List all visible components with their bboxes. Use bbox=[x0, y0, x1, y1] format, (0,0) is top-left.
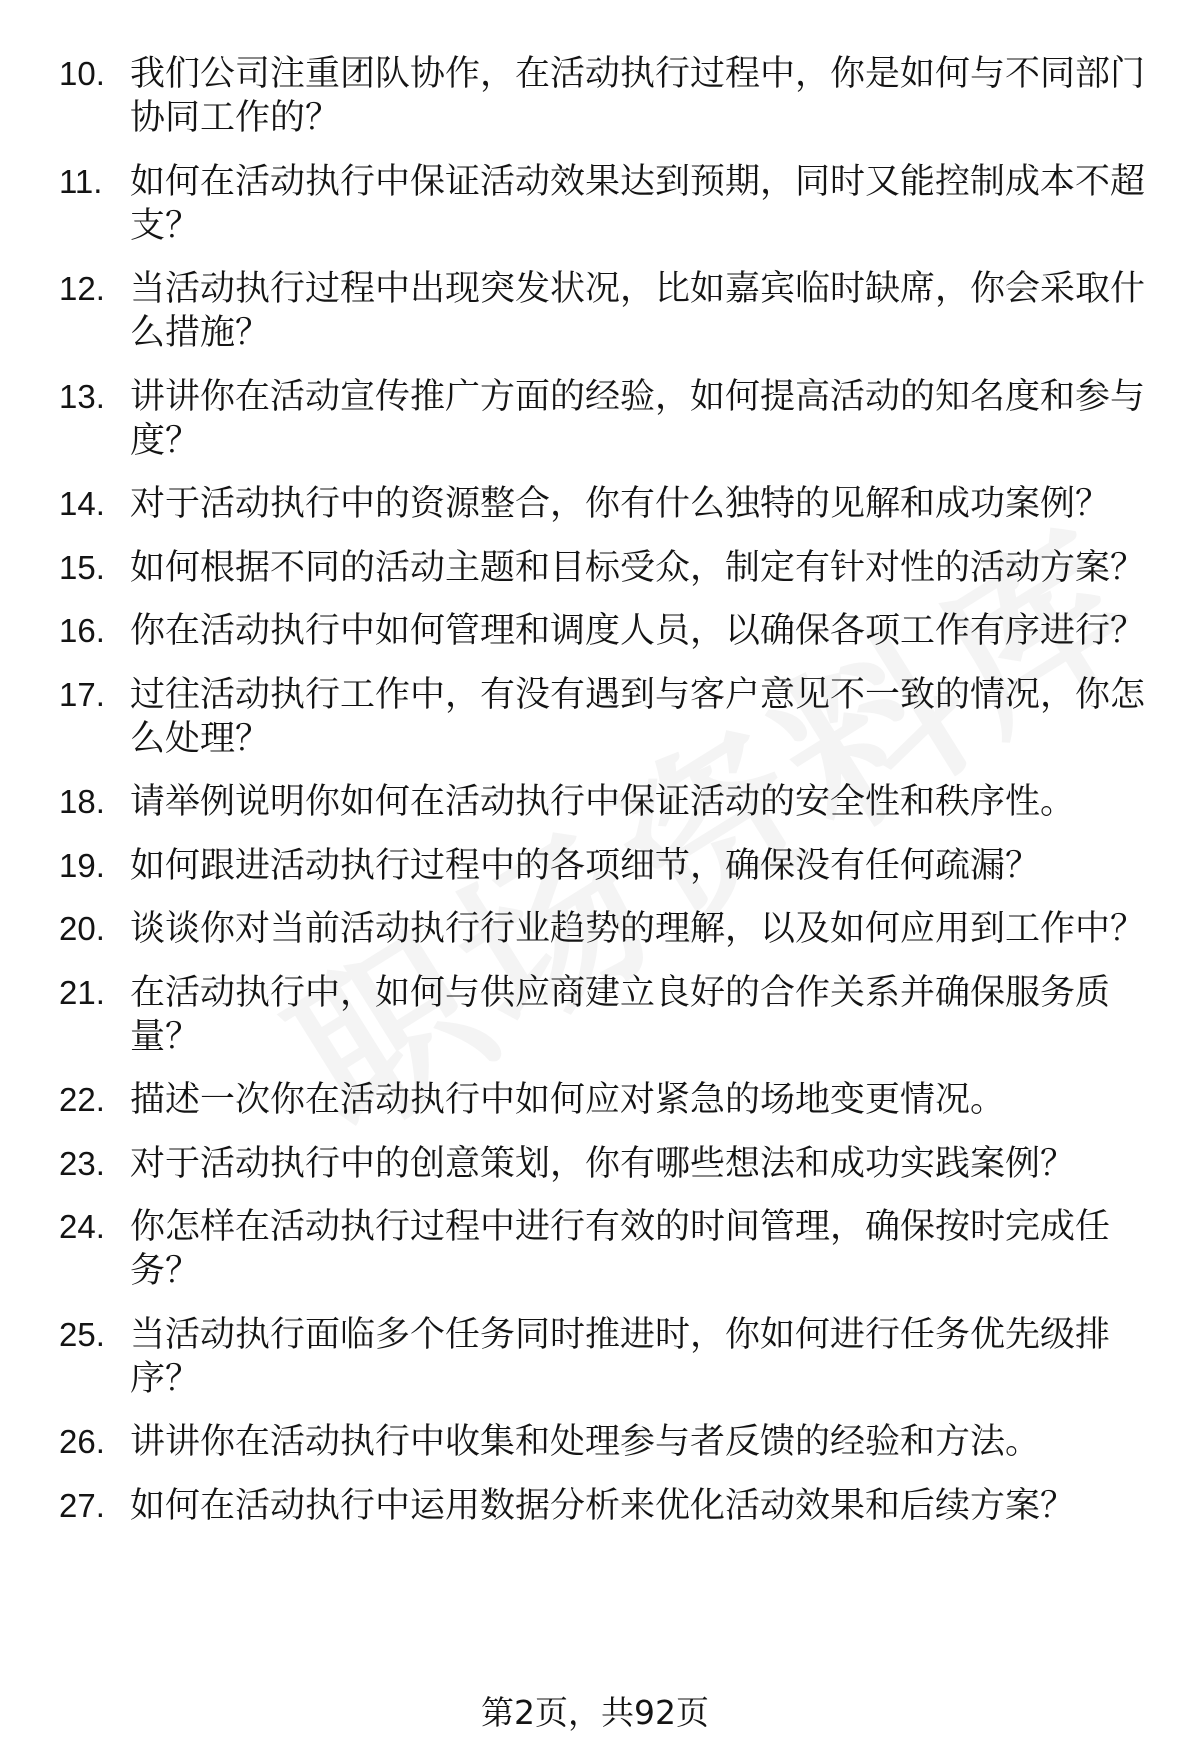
question-number: 13. bbox=[59, 377, 105, 415]
question-text: 谈谈你对当前活动执行行业趋势的理解，以及如何应用到工作中？ bbox=[130, 909, 1146, 949]
question-number: 16. bbox=[59, 612, 105, 649]
question-text: 对于活动执行中的创意策划，你有哪些想法和成功实践案例？ bbox=[130, 1143, 1076, 1184]
question-number: 15. bbox=[59, 548, 105, 586]
question-item bbox=[0, 375, 1190, 463]
question-number: 11. bbox=[59, 162, 103, 200]
question-number: 18. bbox=[59, 783, 105, 820]
question-item bbox=[0, 673, 1190, 761]
question-text: 我们公司注重团队协作，在活动执行过程中，你是如何与不同部门协同工作的？ bbox=[130, 54, 1146, 138]
question-text: 描述一次你在活动执行中如何应对紧急的场地变更情况。 bbox=[130, 1080, 1006, 1120]
question-item bbox=[0, 971, 1190, 1059]
question-text: 如何根据不同的活动主题和目标受众，制定有针对性的活动方案？ bbox=[130, 547, 1146, 588]
question-number: 26. bbox=[59, 1423, 105, 1460]
question-item bbox=[0, 1078, 1190, 1122]
question-text: 请举例说明你如何在活动执行中保证活动的安全性和秩序性。 bbox=[130, 782, 1076, 822]
question-number: 17. bbox=[59, 675, 105, 713]
question-item bbox=[0, 1205, 1190, 1293]
question-list bbox=[0, 52, 1190, 1547]
question-item bbox=[0, 1420, 1190, 1464]
question-text: 如何在活动执行中保证活动效果达到预期，同时又能控制成本不超支？ bbox=[130, 161, 1146, 246]
question-text: 如何跟进活动执行过程中的各项细节，确保没有任何疏漏？ bbox=[130, 845, 1041, 886]
question-text: 你怎样在活动执行过程中进行有效的时间管理，确保按时完成任务？ bbox=[130, 1207, 1111, 1291]
question-number: 20. bbox=[59, 910, 105, 947]
question-item bbox=[0, 267, 1190, 355]
question-number: 19. bbox=[59, 846, 105, 884]
question-text: 当活动执行过程中出现突发状况，比如嘉宾临时缺席，你会采取什么措施？ bbox=[130, 269, 1146, 353]
page-footer bbox=[0, 1693, 1190, 1733]
question-text: 如何在活动执行中运用数据分析来优化活动效果和后续方案？ bbox=[130, 1485, 1076, 1526]
question-item bbox=[0, 52, 1190, 140]
question-item bbox=[0, 609, 1190, 653]
question-number: 12. bbox=[59, 270, 105, 307]
question-item bbox=[0, 780, 1190, 824]
question-text: 你在活动执行中如何管理和调度人员，以确保各项工作有序进行？ bbox=[130, 611, 1146, 651]
question-number: 25. bbox=[59, 1315, 105, 1353]
question-text: 讲讲你在活动宣传推广方面的经验，如何提高活动的知名度和参与度？ bbox=[130, 376, 1146, 461]
question-item bbox=[0, 1142, 1190, 1186]
question-number: 22. bbox=[59, 1081, 105, 1118]
page-number-label: 第2页，共92页 bbox=[481, 1693, 709, 1732]
question-text: 讲讲你在活动执行中收集和处理参与者反馈的经验和方法。 bbox=[130, 1422, 1041, 1462]
question-number: 21. bbox=[59, 973, 105, 1011]
question-number: 14. bbox=[59, 485, 105, 522]
question-text: 对于活动执行中的资源整合，你有什么独特的见解和成功案例？ bbox=[130, 484, 1111, 524]
question-text: 在活动执行中，如何与供应商建立良好的合作关系并确保服务质量？ bbox=[130, 972, 1111, 1057]
question-item bbox=[0, 546, 1190, 590]
question-item bbox=[0, 1313, 1190, 1401]
question-number: 27. bbox=[59, 1486, 105, 1524]
question-item bbox=[0, 1484, 1190, 1528]
question-item bbox=[0, 907, 1190, 951]
question-item bbox=[0, 160, 1190, 248]
question-item bbox=[0, 482, 1190, 526]
question-item bbox=[0, 844, 1190, 888]
question-number: 24. bbox=[59, 1208, 105, 1245]
question-number: 23. bbox=[59, 1144, 105, 1182]
question-text: 当活动执行面临多个任务同时推进时，你如何进行任务优先级排序？ bbox=[130, 1314, 1111, 1399]
question-text: 过往活动执行工作中，有没有遇到与客户意见不一致的情况，你怎么处理？ bbox=[130, 674, 1146, 759]
question-number: 10. bbox=[59, 55, 105, 92]
